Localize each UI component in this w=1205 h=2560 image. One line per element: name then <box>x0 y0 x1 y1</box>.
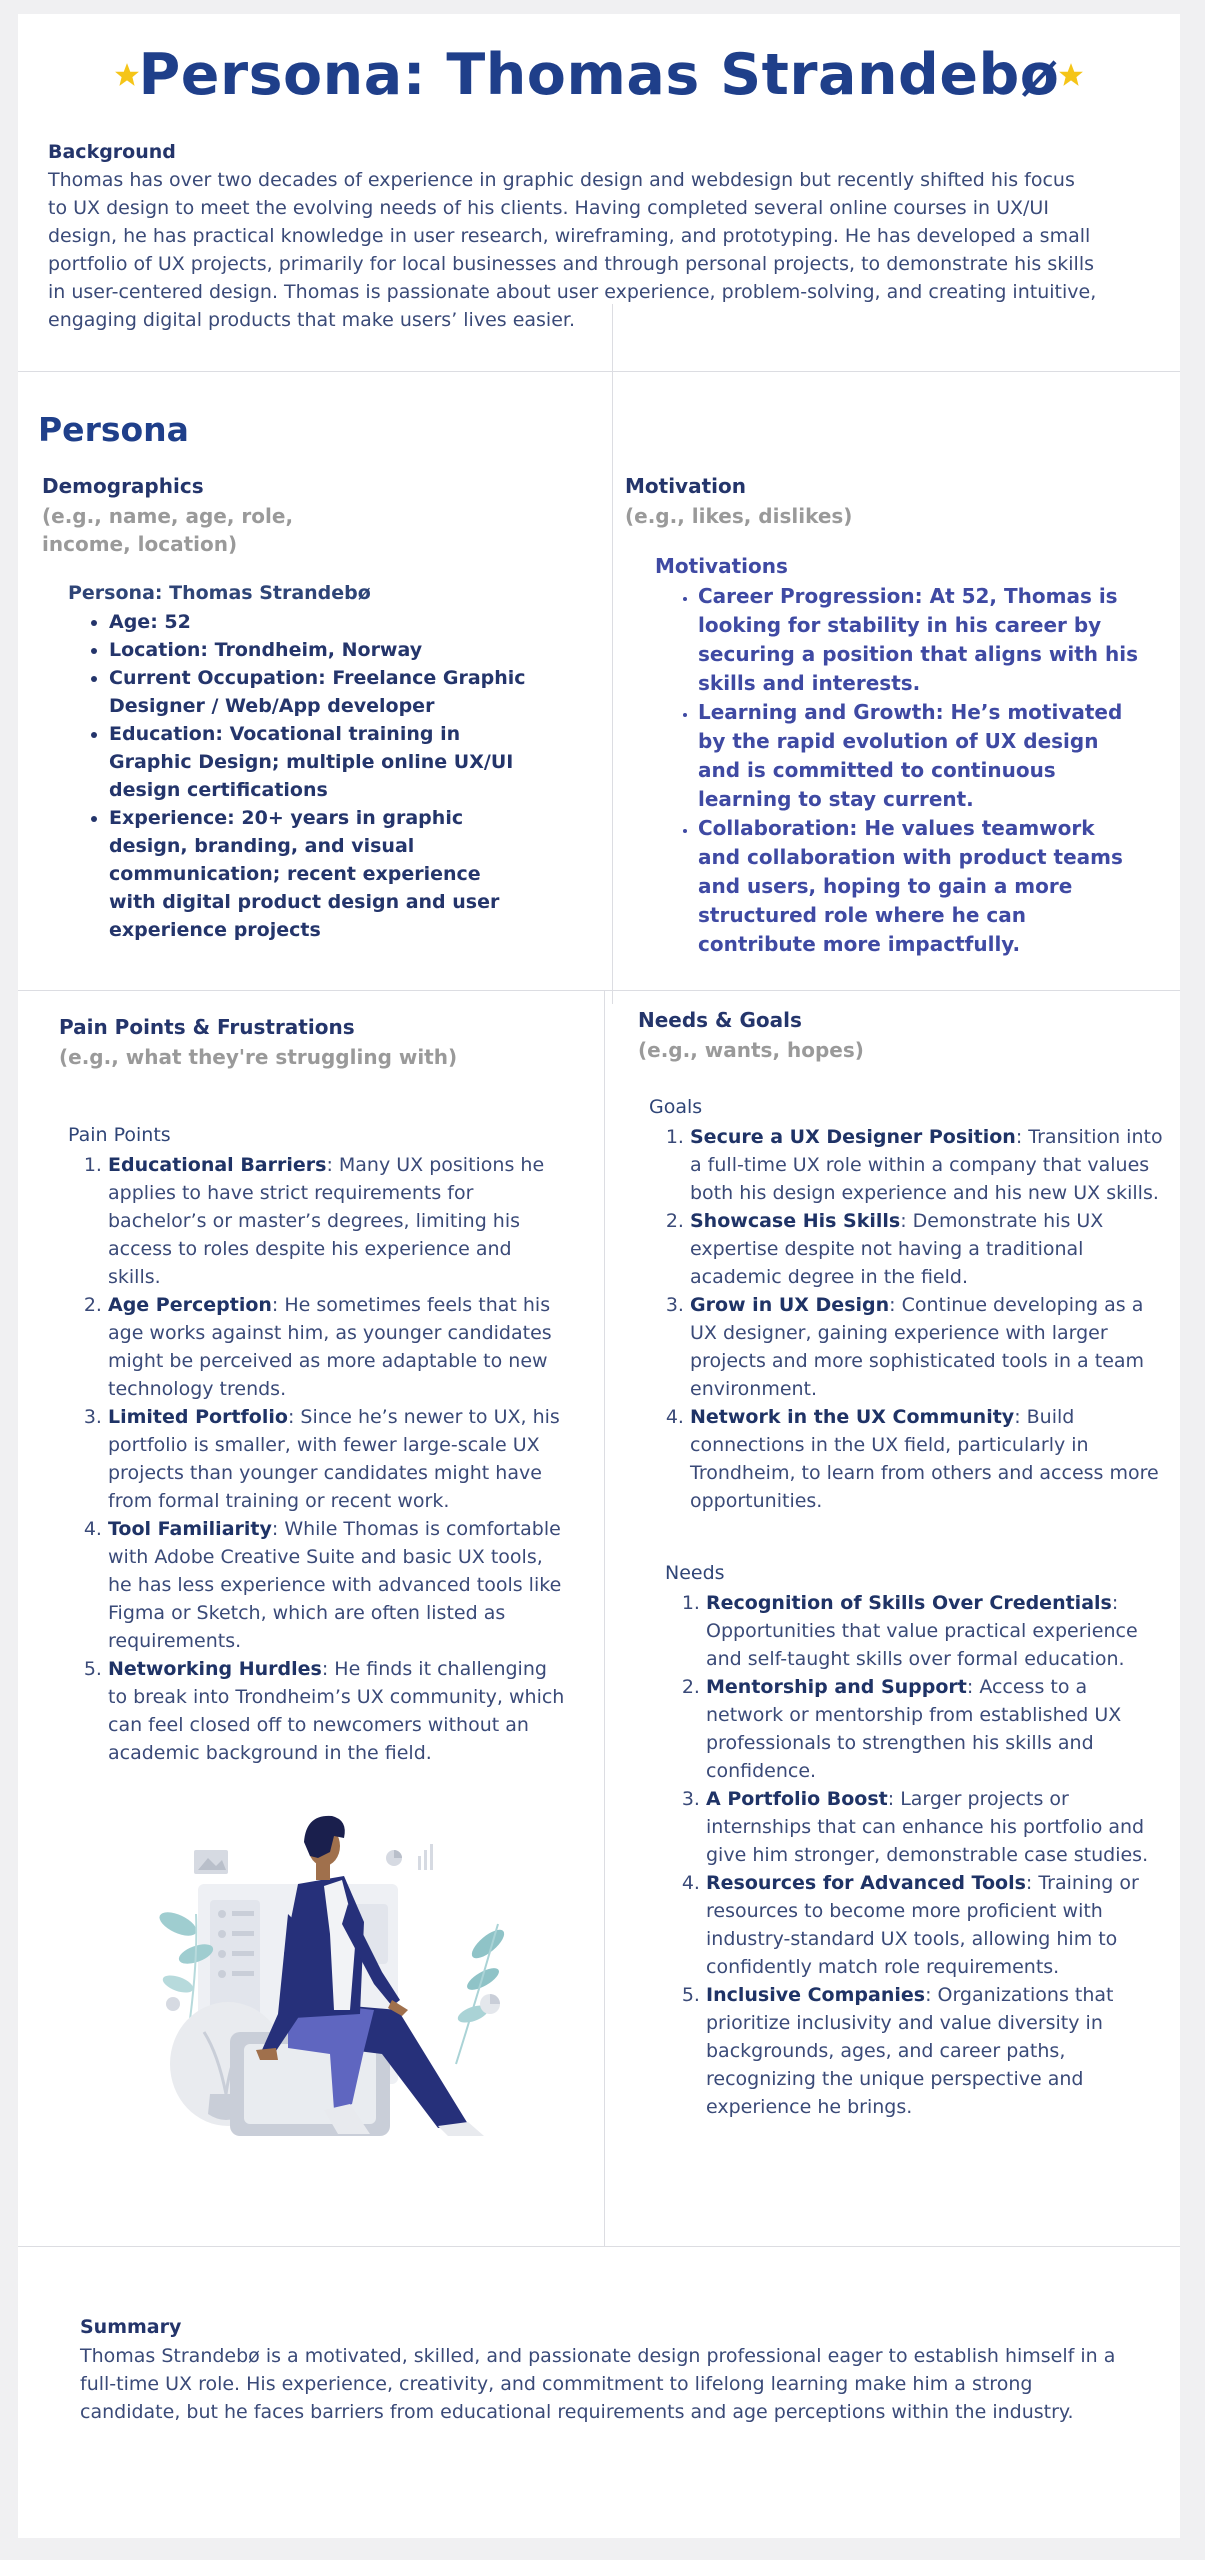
list-item: • Career Progression: At 52, Thomas is looking for stability in his career by securing a position that aligns with his skills and interests. <box>698 582 1138 698</box>
designer-illustration <box>138 1804 538 2164</box>
summary-text: Thomas Strandebø is a motivated, skilled, and passionate design professional eager to establish himself in a full-time UX role. His experience, creativity, and commitment to lifelong learning make him a strong candidate, but he faces barriers from educational requirements and age perceptions within the industry. <box>80 2345 1116 2423</box>
needs-goals-hint: (e.g., wants, hopes) <box>638 1038 864 1062</box>
background-text: Thomas has over two decades of experience in graphic design and webdesign but recently shifted his focus to UX design to meet the evolving needs of his clients. Having completed several online courses in UX/UI design, he has practical knowledge in user research, wireframing, and prototyping. He has developed a small portfolio of UX projects, primarily for local businesses and through personal projects, to demonstrate his skills in user-centered design. Thomas is passionate about user experience, problem-solving, and creating intuitive, engaging digital products that make users’ lives easier. <box>48 169 1097 331</box>
divider-vertical-upper <box>612 304 613 1004</box>
page-title: Persona: Thomas Strandebø <box>138 42 1060 108</box>
list-item: • Age: 52 <box>109 608 529 636</box>
list-item: • Education: Vocational training in Graphic Design; multiple online UX/UI design certifications <box>109 720 529 804</box>
needs-list <box>682 1589 1166 2121</box>
pain-points-hint: (e.g., what they're struggling with) <box>59 1045 458 1069</box>
list-item: • Location: Trondheim, Norway <box>109 636 529 664</box>
list-item: 2. Mentorship and Support: Access to a network or mentorship from established UX professionals to strengthen his skills and confidence. <box>706 1673 1166 1785</box>
summary-heading: Summary <box>80 2316 182 2338</box>
list-item: • Current Occupation: Freelance Graphic Designer / Web/App developer <box>109 664 529 720</box>
list-item: 1. Recognition of Skills Over Credentials: Opportunities that value practical experience and self-taught skills over formal education. <box>706 1589 1166 1673</box>
list-item: 2. Age Perception: He sometimes feels that his age works against him, as younger candidates might be perceived as more adaptable to new technology trends. <box>108 1291 568 1403</box>
divider-top <box>18 371 1180 372</box>
pain-points-list <box>84 1151 568 1767</box>
divider-bottom <box>18 2246 1180 2247</box>
list-item: • Learning and Growth: He’s motivated by the rapid evolution of UX design and is committed to continuous learning to stay current. <box>698 698 1138 814</box>
list-item: 4. Network in the UX Community: Build connections in the UX field, particularly in Trondheim, to learn from others and access more opportunities. <box>690 1403 1170 1515</box>
divider-middle <box>18 990 1180 991</box>
persona-board <box>18 14 1180 2538</box>
persona-heading: Persona <box>38 410 189 449</box>
pain-points-list-title: Pain Points <box>68 1124 171 1146</box>
list-item: • Collaboration: He values teamwork and collaboration with product teams and users, hoping to gain a more structured role where he can contribute more impactfully. <box>698 814 1138 959</box>
motivation-hint: (e.g., likes, dislikes) <box>625 504 853 528</box>
list-item: • Experience: 20+ years in graphic design, branding, and visual communication; recent experience with digital product design and user experience projects <box>109 804 529 944</box>
list-item: 3. A Portfolio Boost: Larger projects or internships that can enhance his portfolio and give him stronger, demonstrable case studies. <box>706 1785 1166 1869</box>
motivation-heading: Motivation <box>625 474 746 498</box>
goals-list-title: Goals <box>649 1096 703 1118</box>
motivation-list <box>672 582 1138 959</box>
list-item: 1. Educational Barriers: Many UX positions he applies to have strict requirements for bachelor’s or master’s degrees, limiting his access to roles despite his experience and skills. <box>108 1151 568 1291</box>
list-item: 3. Grow in UX Design: Continue developing as a UX designer, gaining experience with larger projects and more sophisticated tools in a team environment. <box>690 1291 1170 1403</box>
needs-list-title: Needs <box>665 1562 725 1584</box>
demographics-list <box>84 608 529 944</box>
demographics-hint: (e.g., name, age, role, income, location) <box>42 504 294 556</box>
pain-points-heading: Pain Points & Frustrations <box>59 1015 355 1039</box>
motivation-list-title: Motivations <box>655 554 788 578</box>
list-item: 4. Tool Familiarity: While Thomas is comfortable with Adobe Creative Suite and basic UX tools, he has less experience with advanced tools like Figma or Sketch, which are often listed as requirements. <box>108 1515 568 1655</box>
divider-vertical-lower <box>604 990 605 2246</box>
demographics-heading: Demographics <box>42 474 204 498</box>
list-item: 4. Resources for Advanced Tools: Training or resources to become more proficient with industry-standard UX tools, allowing him to confidently match role requirements. <box>706 1869 1166 1981</box>
list-item: 5. Networking Hurdles: He finds it challenging to break into Trondheim’s UX community, which can feel closed off to newcomers without an academic background in the field. <box>108 1655 568 1767</box>
list-item: 2. Showcase His Skills: Demonstrate his UX expertise despite not having a traditional academic degree in the field. <box>690 1207 1170 1291</box>
goals-list <box>666 1123 1170 1515</box>
needs-goals-heading: Needs & Goals <box>638 1008 802 1032</box>
list-item: 1. Secure a UX Designer Position: Transition into a full-time UX role within a company that values both his design experience and his new UX skills. <box>690 1123 1170 1207</box>
list-item: 3. Limited Portfolio: Since he’s newer to UX, his portfolio is smaller, with fewer large-scale UX projects than younger candidates might have from formal training or recent work. <box>108 1403 568 1515</box>
demographics-list-title: Persona: Thomas Strandebø <box>68 582 371 604</box>
background-heading: Background <box>48 141 176 163</box>
list-item: 5. Inclusive Companies: Organizations that prioritize inclusivity and value diversity in backgrounds, ages, and career paths, recognizing the unique perspective and experience he brings. <box>706 1981 1166 2121</box>
